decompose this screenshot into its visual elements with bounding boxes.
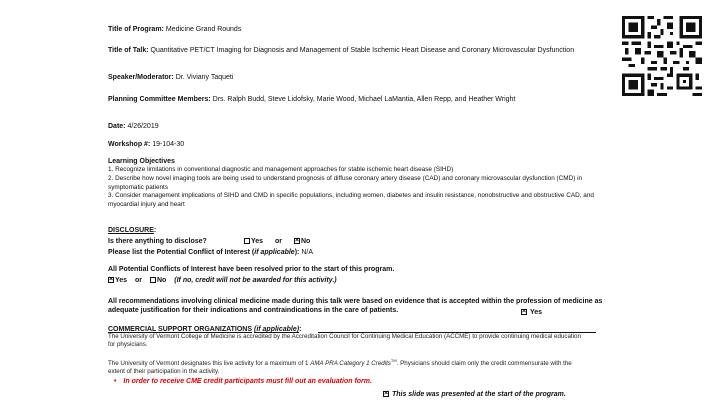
objective-item: 1. Recognize limitations in conventional diagnostic and management approaches for stable ischemic heart disease (SIHD) xyxy=(108,166,454,174)
evaluation-text: In order to receive CME credit participants must fill out an evaluation form. xyxy=(123,378,372,385)
date-label: Date: xyxy=(108,123,126,130)
learning-objectives xyxy=(108,157,608,210)
conflict-end: ): xyxy=(294,249,300,256)
disclosure-yes-checkbox[interactable] xyxy=(244,238,250,244)
objectives-heading: Learning Objectives xyxy=(108,158,175,165)
talk-label: Title of Talk: xyxy=(108,47,149,54)
disclosure-yes-label: Yes xyxy=(251,238,264,245)
recommendations-choice xyxy=(521,308,542,317)
committee-value: Drs. Ralph Budd, Steve Lidofsky, Marie Wood, Michael LaMantia, Allen Repp, and Heather Wright xyxy=(212,96,516,103)
recommendations-text: All recommendations involving clinical medicine made during this talk were based on evidence that is accepted within the profession of medicine as adequate justification for their indications and contraindications in the care of patients. xyxy=(108,298,603,315)
recommendations-yes-label: Yes xyxy=(529,309,543,316)
resolved-no-label: No xyxy=(156,277,167,284)
committee-line xyxy=(108,95,518,104)
speaker-line xyxy=(108,73,233,82)
disclosure-question-line xyxy=(108,237,207,246)
accreditation-paragraph-2: The University of Vermont designates this live activity for a maximum of 1 AMA PRA Category 1 Credits™. Physicians should claim only the credit commensurate with the extent of their participation in the activity. xyxy=(108,358,572,376)
conflict-value: N/A xyxy=(301,249,314,256)
conflict-line xyxy=(108,248,313,257)
speaker-label: Speaker/Moderator: xyxy=(108,74,174,81)
resolved-line xyxy=(108,265,394,274)
evaluation-notice xyxy=(114,377,372,386)
slide-note-checkbox[interactable] xyxy=(383,391,389,397)
bullet-icon: • xyxy=(114,378,117,385)
talk-value: Quantitative PET/CT Imaging for Diagnosis and Management of Stable Ischemic Heart Disease and Coronary Microvascular Dysfunction xyxy=(150,47,575,54)
workshop-value: 19-104-30 xyxy=(152,141,185,148)
resolved-or: or xyxy=(135,277,143,284)
commercial-label: COMMERCIAL SUPPORT ORGANIZATIONS xyxy=(108,326,253,333)
resolved-note: (If no, credit will not be awarded for this activity.) xyxy=(174,277,337,284)
slide-note xyxy=(383,390,566,399)
disclosure-heading-line xyxy=(108,226,156,235)
program-line xyxy=(108,25,241,34)
conflict-label: Please list the Potential Conflict of Interest ( xyxy=(108,249,255,256)
speaker-value: Dr. Viviany Taqueti xyxy=(175,74,234,81)
accreditation-paragraph-1: The University of Vermont College of Medicine is accredited by the Accreditation Council for Continuing Medical Education (ACCME) to provide continuing medical education for physicians. xyxy=(108,333,581,349)
disclosure-or: or xyxy=(275,238,283,245)
disclosure-no-checkbox[interactable] xyxy=(294,238,300,244)
committee-label: Planning Committee Members: xyxy=(108,96,211,103)
program-value: Medicine Grand Rounds xyxy=(165,26,242,33)
disclosure-choices xyxy=(244,237,310,246)
date-line xyxy=(108,122,159,131)
commercial-italic: (if applicable) xyxy=(253,326,300,333)
conflict-italic: if applicable xyxy=(254,249,295,256)
date-value: 4/26/2019 xyxy=(127,123,159,130)
slide-note-text: This slide was presented at the start of the program. xyxy=(391,391,566,398)
objective-item: 2. Describe how novel imaging tools are being used to understand prognosis of diffuse coronary artery disease (CAD) and coronary microvascular dysfunction (CMD) in symptomatic patients xyxy=(108,175,583,191)
resolved-no-checkbox[interactable] xyxy=(150,277,156,283)
disclosure-colon: : xyxy=(153,227,157,234)
talk-line xyxy=(108,46,608,55)
workshop-label: Workshop #: xyxy=(108,141,151,148)
commercial-colon: : xyxy=(299,326,302,333)
recommendations-yes-checkbox[interactable] xyxy=(521,309,527,315)
qr-code-icon xyxy=(622,16,702,96)
disclosure-question: Is there anything to disclose? xyxy=(108,238,207,245)
resolved-yes-label: Yes xyxy=(115,277,128,284)
resolved-yes-checkbox[interactable] xyxy=(108,277,114,283)
objective-item: 3. Consider management implications of SIHD and CMD in specific populations, including women, diabetes and insulin resistance, nonobstructive and obstructive CAD, and myocardial injury and heart xyxy=(108,192,594,208)
workshop-line xyxy=(108,140,184,149)
program-label: Title of Program: xyxy=(108,26,164,33)
resolved-choices xyxy=(108,276,337,285)
resolved-text: All Potential Conflicts of Interest have been resolved prior to the start of this program. xyxy=(108,266,395,273)
disclosure-heading: DISCLOSURE xyxy=(108,227,154,234)
disclosure-no-label: No xyxy=(300,238,311,245)
